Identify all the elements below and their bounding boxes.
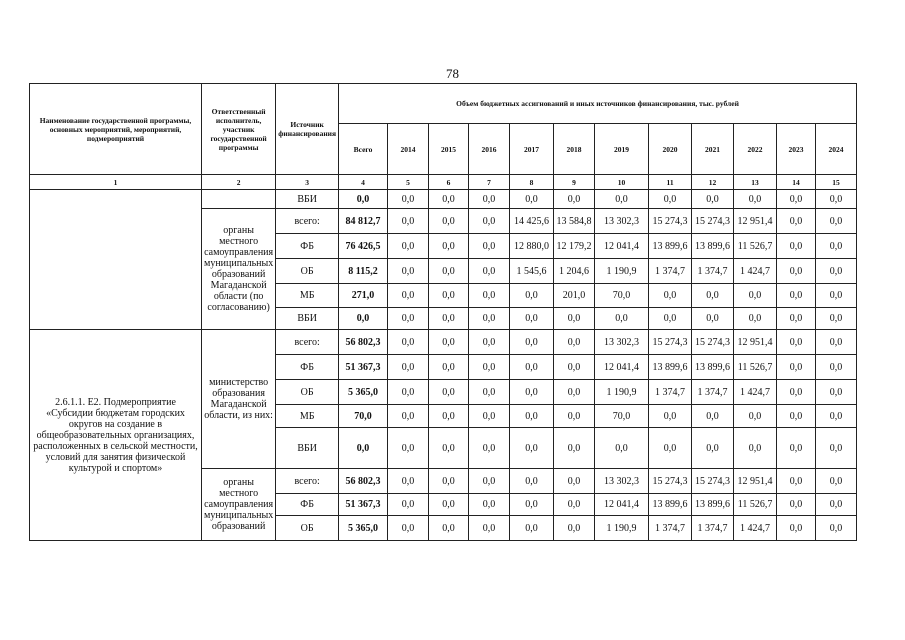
value-cell: 0,0 — [595, 190, 649, 209]
value-cell: 0,0 — [816, 428, 857, 469]
value-cell: 11 526,7 — [734, 234, 777, 259]
value-cell: 0,0 — [816, 355, 857, 380]
source-cell: ОБ — [276, 516, 339, 541]
value-cell: 1 374,7 — [692, 380, 734, 405]
total-cell: 51 367,3 — [339, 494, 388, 516]
year-header-cell: 2017 — [510, 124, 554, 175]
value-cell: 0,0 — [816, 516, 857, 541]
value-cell: 0,0 — [469, 209, 510, 234]
value-cell: 0,0 — [510, 355, 554, 380]
value-cell: 13 899,6 — [692, 234, 734, 259]
value-cell: 0,0 — [469, 330, 510, 355]
value-cell: 12 041,4 — [595, 494, 649, 516]
value-cell: 12 951,4 — [734, 330, 777, 355]
value-cell: 0,0 — [429, 516, 469, 541]
value-cell: 0,0 — [388, 405, 429, 428]
page-number: 78 — [446, 66, 459, 81]
total-cell: 76 426,5 — [339, 234, 388, 259]
value-cell: 0,0 — [734, 190, 777, 209]
value-cell: 0,0 — [510, 284, 554, 308]
value-cell: 0,0 — [388, 428, 429, 469]
total-cell: 0,0 — [339, 190, 388, 209]
value-cell: 1 545,6 — [510, 259, 554, 284]
value-cell: 0,0 — [777, 380, 816, 405]
value-cell: 0,0 — [429, 428, 469, 469]
column-index-cell: 11 — [649, 175, 692, 190]
value-cell: 0,0 — [429, 308, 469, 330]
value-cell: 0,0 — [595, 308, 649, 330]
value-cell: 0,0 — [777, 355, 816, 380]
year-header-cell: 2023 — [777, 124, 816, 175]
total-cell: 0,0 — [339, 308, 388, 330]
value-cell: 11 526,7 — [734, 494, 777, 516]
year-header-cell: 2015 — [429, 124, 469, 175]
table-row — [30, 330, 857, 355]
value-cell: 0,0 — [816, 259, 857, 284]
column-index-cell: 1 — [30, 175, 202, 190]
value-cell: 1 190,9 — [595, 259, 649, 284]
year-header-cell: 2018 — [554, 124, 595, 175]
source-cell: ОБ — [276, 259, 339, 284]
value-cell: 0,0 — [510, 308, 554, 330]
value-cell: 0,0 — [777, 259, 816, 284]
value-cell: 0,0 — [816, 380, 857, 405]
value-cell: 12 179,2 — [554, 234, 595, 259]
value-cell: 12 951,4 — [734, 209, 777, 234]
source-cell: ФБ — [276, 494, 339, 516]
year-header-cell: 2019 — [595, 124, 649, 175]
year-header-cell: 2024 — [816, 124, 857, 175]
source-cell: ВБИ — [276, 428, 339, 469]
measure-name-cell: 2.6.1.1. Е2. Подмероприятие «Субсидии бюджетам городских округов на создание в общеобразовательных организациях, расположенных в сельской местности, условий для занятия физической культурой и спортом» — [30, 330, 202, 541]
value-cell: 0,0 — [777, 330, 816, 355]
value-cell: 0,0 — [388, 190, 429, 209]
header-source-cell: Источник финансирования — [276, 84, 339, 175]
value-cell: 0,0 — [469, 259, 510, 284]
year-header-cell: 2020 — [649, 124, 692, 175]
value-cell: 0,0 — [649, 405, 692, 428]
value-cell: 0,0 — [734, 284, 777, 308]
value-cell: 0,0 — [554, 405, 595, 428]
value-cell: 0,0 — [469, 516, 510, 541]
total-cell: 5 365,0 — [339, 516, 388, 541]
value-cell: 0,0 — [777, 284, 816, 308]
value-cell: 0,0 — [429, 380, 469, 405]
value-cell: 0,0 — [510, 494, 554, 516]
value-cell: 0,0 — [469, 494, 510, 516]
value-cell: 0,0 — [649, 428, 692, 469]
total-cell: 5 365,0 — [339, 380, 388, 405]
year-header-cell: Всего — [339, 124, 388, 175]
source-cell: всего: — [276, 330, 339, 355]
column-index-row — [30, 175, 857, 190]
total-cell: 8 115,2 — [339, 259, 388, 284]
value-cell: 14 425,6 — [510, 209, 554, 234]
measure-name-cell — [30, 190, 202, 330]
value-cell: 0,0 — [816, 234, 857, 259]
value-cell: 15 274,3 — [692, 330, 734, 355]
value-cell: 13 302,3 — [595, 209, 649, 234]
value-cell: 1 374,7 — [649, 259, 692, 284]
source-cell: всего: — [276, 209, 339, 234]
header-name-cell: Наименование государственной программы, основных мероприятий, мероприятий, подмероприятий — [30, 84, 202, 175]
value-cell: 0,0 — [816, 330, 857, 355]
column-index-cell: 6 — [429, 175, 469, 190]
value-cell: 13 899,6 — [649, 494, 692, 516]
value-cell: 0,0 — [469, 355, 510, 380]
value-cell: 0,0 — [692, 284, 734, 308]
total-cell: 56 802,3 — [339, 469, 388, 494]
table-body — [30, 190, 857, 541]
value-cell: 12 041,4 — [595, 234, 649, 259]
column-index-cell: 7 — [469, 175, 510, 190]
value-cell: 0,0 — [388, 330, 429, 355]
value-cell: 0,0 — [429, 190, 469, 209]
total-cell: 56 802,3 — [339, 330, 388, 355]
value-cell: 0,0 — [595, 428, 649, 469]
value-cell: 0,0 — [469, 308, 510, 330]
value-cell: 1 374,7 — [692, 259, 734, 284]
value-cell: 0,0 — [554, 330, 595, 355]
value-cell: 0,0 — [554, 516, 595, 541]
value-cell: 15 274,3 — [692, 469, 734, 494]
value-cell: 0,0 — [554, 355, 595, 380]
value-cell: 0,0 — [429, 284, 469, 308]
value-cell: 0,0 — [816, 190, 857, 209]
value-cell: 0,0 — [554, 494, 595, 516]
total-cell: 51 367,3 — [339, 355, 388, 380]
value-cell: 0,0 — [429, 355, 469, 380]
value-cell: 1 190,9 — [595, 380, 649, 405]
executor-cell: органы местного самоуправления муниципальных образований Магаданской области (по согласованию) — [202, 209, 276, 330]
column-index-cell: 15 — [816, 175, 857, 190]
total-cell: 70,0 — [339, 405, 388, 428]
value-cell: 0,0 — [692, 428, 734, 469]
value-cell: 0,0 — [388, 234, 429, 259]
value-cell: 11 526,7 — [734, 355, 777, 380]
value-cell: 0,0 — [777, 209, 816, 234]
value-cell: 0,0 — [469, 428, 510, 469]
value-cell: 0,0 — [816, 308, 857, 330]
value-cell: 0,0 — [554, 380, 595, 405]
value-cell: 70,0 — [595, 405, 649, 428]
total-cell: 271,0 — [339, 284, 388, 308]
value-cell: 0,0 — [429, 234, 469, 259]
value-cell: 0,0 — [692, 308, 734, 330]
value-cell: 0,0 — [510, 428, 554, 469]
value-cell: 0,0 — [734, 428, 777, 469]
value-cell: 0,0 — [816, 209, 857, 234]
source-cell: всего: — [276, 469, 339, 494]
year-header-cell: 2021 — [692, 124, 734, 175]
value-cell: 0,0 — [816, 284, 857, 308]
value-cell: 0,0 — [510, 190, 554, 209]
value-cell: 1 204,6 — [554, 259, 595, 284]
value-cell: 15 274,3 — [649, 330, 692, 355]
value-cell: 0,0 — [692, 405, 734, 428]
header-executor-cell: Ответственный исполнитель, участник государственной программы — [202, 84, 276, 175]
value-cell: 0,0 — [816, 405, 857, 428]
year-header-cell: 2014 — [388, 124, 429, 175]
value-cell: 13 899,6 — [649, 355, 692, 380]
value-cell: 0,0 — [777, 190, 816, 209]
value-cell: 1 424,7 — [734, 259, 777, 284]
value-cell: 1 424,7 — [734, 380, 777, 405]
year-header-cell: 2022 — [734, 124, 777, 175]
executor-cell: органы местного самоуправления муниципальных образований — [202, 469, 276, 541]
value-cell: 15 274,3 — [649, 469, 692, 494]
header-volume-cell: Объем бюджетных ассигнований и иных источников финансирования, тыс. рублей — [339, 84, 857, 124]
value-cell: 1 374,7 — [692, 516, 734, 541]
value-cell: 0,0 — [429, 330, 469, 355]
value-cell: 0,0 — [388, 355, 429, 380]
value-cell: 0,0 — [469, 234, 510, 259]
table-row — [30, 190, 857, 209]
value-cell: 0,0 — [510, 380, 554, 405]
column-index-cell: 8 — [510, 175, 554, 190]
value-cell: 1 190,9 — [595, 516, 649, 541]
column-index-cell: 10 — [595, 175, 649, 190]
value-cell: 0,0 — [469, 405, 510, 428]
value-cell: 0,0 — [510, 330, 554, 355]
value-cell: 0,0 — [692, 190, 734, 209]
column-index-cell: 13 — [734, 175, 777, 190]
value-cell: 0,0 — [429, 405, 469, 428]
value-cell: 0,0 — [388, 284, 429, 308]
column-index-cell: 5 — [388, 175, 429, 190]
value-cell: 0,0 — [510, 516, 554, 541]
source-cell: ФБ — [276, 355, 339, 380]
value-cell: 0,0 — [388, 494, 429, 516]
executor-cell — [202, 190, 276, 209]
source-cell: МБ — [276, 284, 339, 308]
value-cell: 0,0 — [816, 469, 857, 494]
value-cell: 70,0 — [595, 284, 649, 308]
column-index-cell: 12 — [692, 175, 734, 190]
value-cell: 201,0 — [554, 284, 595, 308]
value-cell: 12 880,0 — [510, 234, 554, 259]
value-cell: 13 899,6 — [649, 234, 692, 259]
executor-cell: министерство образования Магаданской области, из них: — [202, 330, 276, 469]
value-cell: 0,0 — [734, 308, 777, 330]
column-index-cell: 3 — [276, 175, 339, 190]
value-cell: 1 424,7 — [734, 516, 777, 541]
value-cell: 0,0 — [388, 469, 429, 494]
value-cell: 0,0 — [777, 308, 816, 330]
value-cell: 0,0 — [554, 190, 595, 209]
value-cell: 13 302,3 — [595, 469, 649, 494]
value-cell: 0,0 — [388, 259, 429, 284]
value-cell: 0,0 — [554, 308, 595, 330]
value-cell: 0,0 — [777, 469, 816, 494]
value-cell: 0,0 — [649, 190, 692, 209]
source-cell: ВБИ — [276, 308, 339, 330]
value-cell: 0,0 — [777, 234, 816, 259]
value-cell: 0,0 — [649, 308, 692, 330]
value-cell: 0,0 — [734, 405, 777, 428]
source-cell: ВБИ — [276, 190, 339, 209]
value-cell: 0,0 — [816, 494, 857, 516]
value-cell: 0,0 — [469, 190, 510, 209]
column-index-cell: 2 — [202, 175, 276, 190]
value-cell: 0,0 — [388, 209, 429, 234]
value-cell: 0,0 — [649, 284, 692, 308]
value-cell: 0,0 — [388, 380, 429, 405]
value-cell: 13 899,6 — [692, 355, 734, 380]
value-cell: 0,0 — [429, 259, 469, 284]
value-cell: 0,0 — [469, 380, 510, 405]
value-cell: 12 951,4 — [734, 469, 777, 494]
value-cell: 1 374,7 — [649, 516, 692, 541]
column-index-cell: 9 — [554, 175, 595, 190]
value-cell: 0,0 — [777, 428, 816, 469]
value-cell: 13 584,8 — [554, 209, 595, 234]
value-cell: 0,0 — [429, 209, 469, 234]
value-cell: 0,0 — [554, 469, 595, 494]
value-cell: 15 274,3 — [649, 209, 692, 234]
value-cell: 12 041,4 — [595, 355, 649, 380]
value-cell: 0,0 — [429, 494, 469, 516]
column-index-cell: 14 — [777, 175, 816, 190]
value-cell: 1 374,7 — [649, 380, 692, 405]
source-cell: ОБ — [276, 380, 339, 405]
value-cell: 13 899,6 — [692, 494, 734, 516]
value-cell: 0,0 — [554, 428, 595, 469]
total-cell: 0,0 — [339, 428, 388, 469]
value-cell: 0,0 — [388, 308, 429, 330]
column-index-cell: 4 — [339, 175, 388, 190]
value-cell: 0,0 — [388, 516, 429, 541]
total-cell: 84 812,7 — [339, 209, 388, 234]
value-cell: 0,0 — [469, 284, 510, 308]
source-cell: ФБ — [276, 234, 339, 259]
year-header-cell: 2016 — [469, 124, 510, 175]
value-cell: 0,0 — [469, 469, 510, 494]
value-cell: 0,0 — [777, 516, 816, 541]
value-cell: 0,0 — [777, 494, 816, 516]
value-cell: 0,0 — [510, 405, 554, 428]
value-cell: 13 302,3 — [595, 330, 649, 355]
value-cell: 0,0 — [510, 469, 554, 494]
budget-table — [29, 83, 857, 541]
value-cell: 0,0 — [777, 405, 816, 428]
source-cell: МБ — [276, 405, 339, 428]
value-cell: 0,0 — [429, 469, 469, 494]
value-cell: 15 274,3 — [692, 209, 734, 234]
